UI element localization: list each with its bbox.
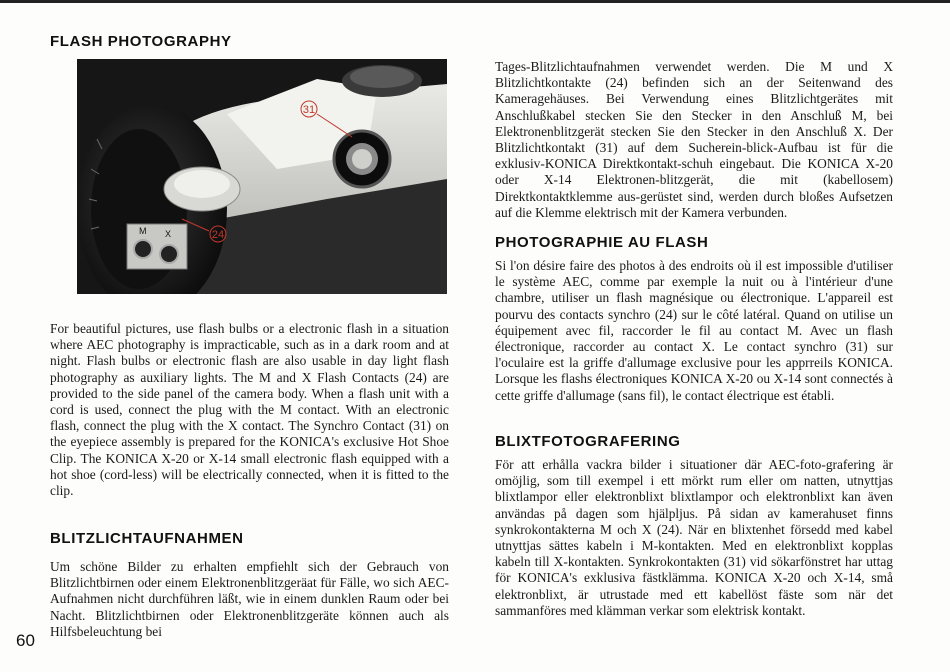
paragraph-blitz-german-continued: Tages-Blitzlichtaufnahmen verwendet werden. Die M und X Blitzlichtkontakte (24) befinden sich an der Seitenwand des Kameragehäuses. Bei Verwendung eines Blitzlichtgerätes mit Anschlußkabel stecken Sie den Stecker in den Anschluß M, bei Elektronenblitzgerät stecken Sie den Stecker in den Anschluß X. Der Blitzlichtkontakt (31) auf dem Sucherein-blick-Aufbau ist für die exklusiv-KONICA Direktkontakt-schuh eingebaut. Die KONICA X-20 oder X-14 Elektronen-blitzgerät, die mit (kabellosem) Direktkontaktklemme aus-gerüstet sind, werden durch bloßes Aufsetzen auf die Klemme elektrisch mit der Kamera verbunden. xyxy=(495,59,893,220)
paragraph-blitz-german-start: Um schöne Bilder zu erhalten empfiehlt sich der Gebrauch von Blitzlichtbirnen oder einem Elektronenblitzgeräat für Fälle, wo sich AEC-Aufnahmen nicht durchführen läßt, wie in einem dunklen Raum oder bei Nacht. Blitzlichtbirnen oder Elektronenblitzgeräte können auch als Hilfsbeleuchtung bei xyxy=(50,559,449,639)
paragraph-blixt-swedish: För att erhålla vackra bilder i situationer där AEC-foto-grafering är omöjlig, som till exempel i ett mörkt rum eller om natten, utnyttjas blixtlampor eller elektronblixt blixtlampor och elektronblixt kan även användas på dagen som hjälpljus. På sidan av kamerahuset finns synkrokontakterna M och X (24). När en blixtenhet försedd med kabel utnyttjas sättes kabeln i M-kontakten. Med en elektronblixt kopplas kabeln till X-kontakten. Synkrokontakten (31) vid sökarfönstret har uttag för KONICA's exklusiva fästklämma. KONICA X-20 och X-14, små elektronblixt, är utrustade med ett kabellöst fäste som när det sammanföres med klämman verkar som elektrisk kontakt. xyxy=(495,457,893,618)
callout-31-label: 31 xyxy=(302,104,316,116)
svg-text:M: M xyxy=(139,226,147,236)
camera-photo xyxy=(77,59,447,294)
paragraph-flash-french: Si l'on désire faire des photos à des endroits où il est impossible d'utiliser le système AEC, comme par exemple la nuit ou à l'intérieur d'une chambre, utiliser un flash magnésique ou électronique. L'appareil est pourvu des contacts synchro (24) sur le côté latéral. Quand on utilise un équipement avec fil, raccorder le fil au contact M. Avec un flash électronique, raccorder au contact X. Le contact synchro (31) sur l'oculaire est la griffe d'allumage exclusive pour les apprreils KONICA. Lorsque les flashs électroniques KONICA X-20 ou X-14 sont connectés à cette griffe d'allumage (sans fil), le contact électrique est établi. xyxy=(495,258,893,403)
heading-flash-photography: FLASH PHOTOGRAPHY xyxy=(50,33,232,50)
callout-24-label: 24 xyxy=(211,229,225,241)
page-number: 60 xyxy=(16,631,35,650)
svg-text:X: X xyxy=(165,229,172,239)
heading-blitzlichtaufnahmen: BLITZLICHTAUFNAHMEN xyxy=(50,530,244,547)
heading-photographie-au-flash: PHOTOGRAPHIE AU FLASH xyxy=(495,234,709,251)
heading-blixtfotografering: BLIXTFOTOGRAFERING xyxy=(495,433,681,450)
camera-illustration xyxy=(77,59,447,294)
paragraph-flash-english: For beautiful pictures, use flash bulbs or a electronic flash in a situation where AEC photography is impracticable, such as in a dark room and at night. Flash bulbs or electronic flash are also usable in day light flash photography as auxiliary lights. The M and X Flash Contacts (24) are provided to the side panel of the camera body. When a flash unit with a cord is used, connect the plug with the M contact. With an electronic flash, connect the plug with the X contact. The Synchro Contact (31) on the eyepiece assembly is prepared for the KONICA's exclusive Hot Shoe Clip. The KONICA X-20 or X-14 small electronic flash equipped with a hot shoe (cord-less) will be electrically connected, when it is fitted to the clip. xyxy=(50,321,449,499)
